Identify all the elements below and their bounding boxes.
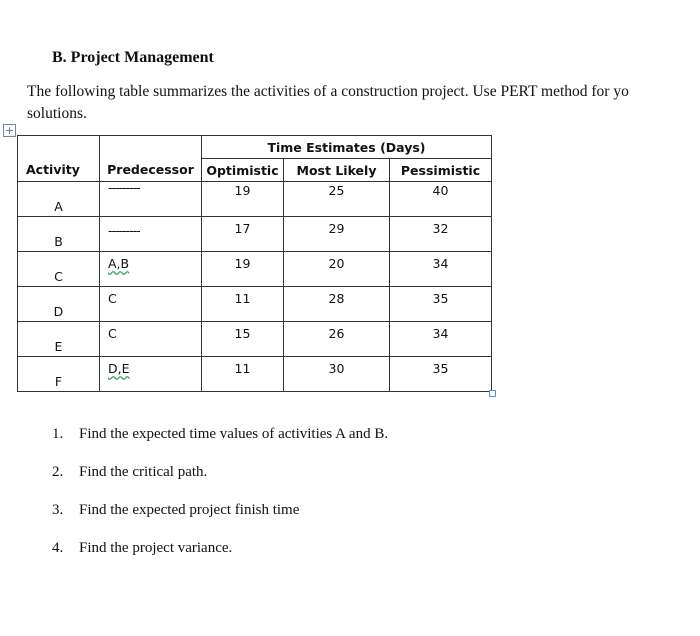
activity-cell: D <box>18 287 100 322</box>
pessimistic-cell: 35 <box>390 287 492 322</box>
table-row <box>18 357 492 392</box>
intro-line-2: solutions. <box>27 105 87 122</box>
list-item: 3. Find the expected project finish time <box>52 502 300 518</box>
pessimistic-cell: 32 <box>390 217 492 252</box>
most-likely-cell: 29 <box>284 217 390 252</box>
header-blank-activity <box>18 136 100 159</box>
pessimistic-cell: 40 <box>390 182 492 217</box>
table-row <box>18 287 492 322</box>
table-row <box>18 252 492 287</box>
column-header-optimistic: Optimistic <box>202 159 284 182</box>
pessimistic-cell: 34 <box>390 322 492 357</box>
table-row <box>18 182 492 217</box>
pessimistic-cell: 34 <box>390 252 492 287</box>
activity-cell: E <box>18 322 100 357</box>
table-resize-handle[interactable] <box>489 390 496 397</box>
column-header-most-likely: Most Likely <box>284 159 390 182</box>
most-likely-cell: 30 <box>284 357 390 392</box>
most-likely-cell: 20 <box>284 252 390 287</box>
most-likely-cell: 26 <box>284 322 390 357</box>
column-header-activity: Activity <box>18 159 100 182</box>
predecessor-cell: A,B <box>100 252 202 287</box>
activity-cell: B <box>18 217 100 252</box>
predecessor-cell: C <box>100 322 202 357</box>
list-item: 4. Find the project variance. <box>52 540 233 556</box>
table-move-handle-icon[interactable]: + <box>4 124 15 137</box>
optimistic-cell: 19 <box>202 182 284 217</box>
optimistic-cell: 11 <box>202 357 284 392</box>
header-blank-predecessor <box>100 136 202 159</box>
optimistic-cell: 15 <box>202 322 284 357</box>
list-item: 1. Find the expected time values of activities A and B. <box>52 426 389 442</box>
predecessor-cell: D,E <box>100 357 202 392</box>
activity-cell: F <box>18 357 100 392</box>
most-likely-cell: 25 <box>284 182 390 217</box>
activity-cell: C <box>18 252 100 287</box>
section-heading: B. Project Management <box>52 49 214 66</box>
predecessor-cell: --------- <box>100 182 202 217</box>
pert-activity-table <box>17 135 492 392</box>
optimistic-cell: 17 <box>202 217 284 252</box>
column-header-predecessor: Predecessor <box>100 159 202 182</box>
optimistic-cell: 19 <box>202 252 284 287</box>
activity-cell: A <box>18 182 100 217</box>
table-row <box>18 217 492 252</box>
list-item: 2. Find the critical path. <box>52 464 208 480</box>
most-likely-cell: 28 <box>284 287 390 322</box>
optimistic-cell: 11 <box>202 287 284 322</box>
intro-line-1: The following table summarizes the activities of a construction project. Use PERT method for yo <box>27 83 629 100</box>
column-header-pessimistic: Pessimistic <box>390 159 492 182</box>
predecessor-cell: C <box>100 287 202 322</box>
intro-paragraph <box>27 81 700 125</box>
table-row <box>18 322 492 357</box>
question-list <box>52 424 388 576</box>
pessimistic-cell: 35 <box>390 357 492 392</box>
predecessor-cell: --------- <box>100 217 202 252</box>
time-estimates-header: Time Estimates (Days) <box>202 136 492 159</box>
